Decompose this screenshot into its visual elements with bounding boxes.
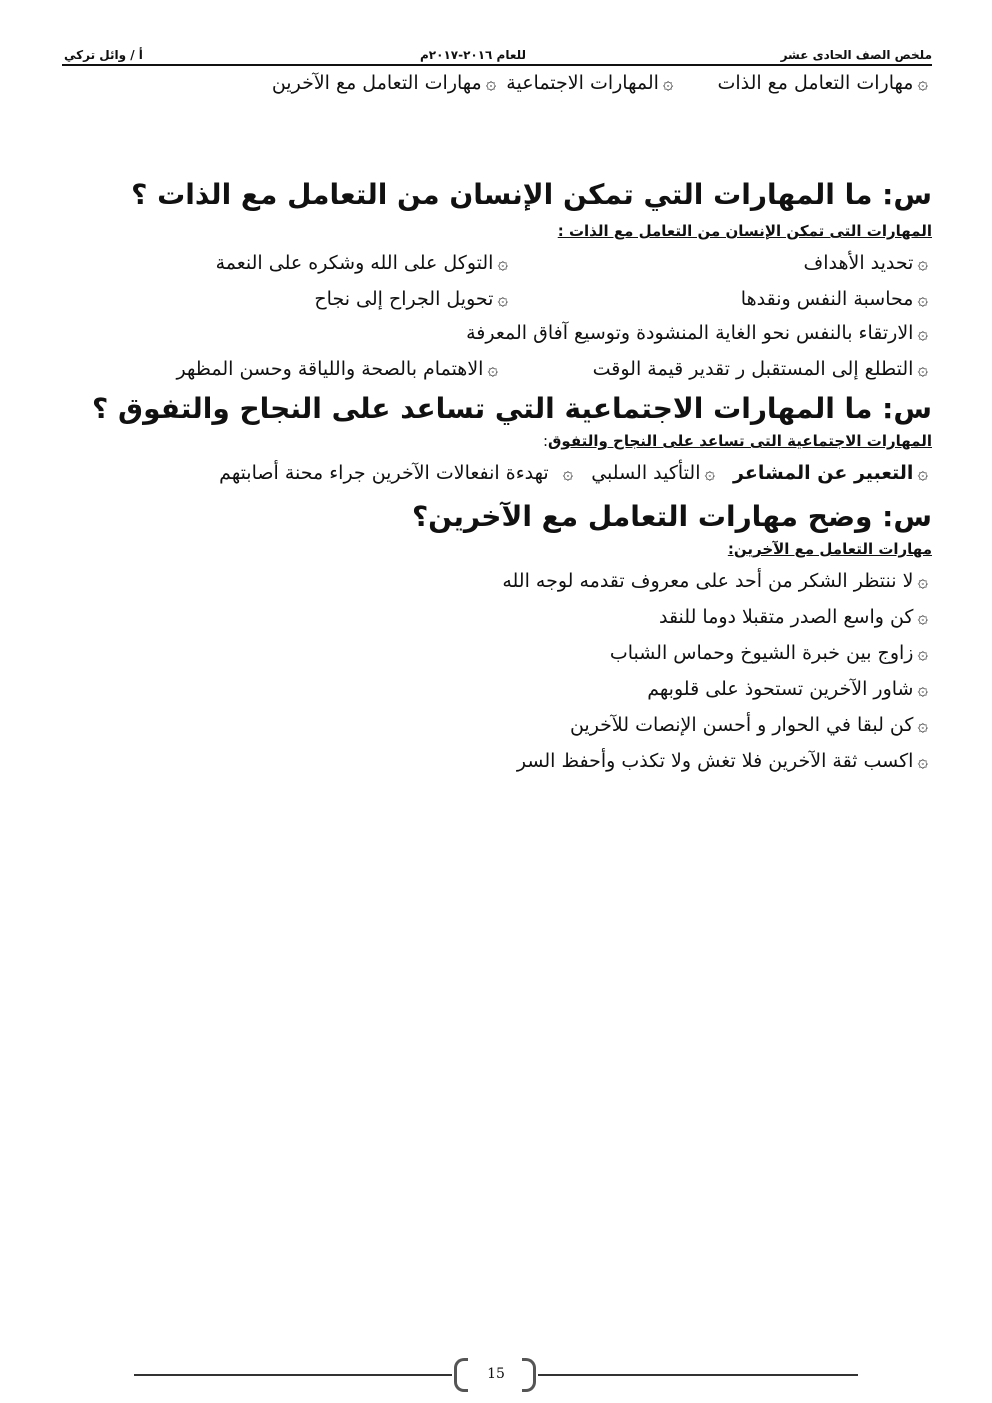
ornament-flower-icon: ۞: [497, 252, 508, 274]
ornament-flower-icon: ۞: [917, 570, 928, 592]
ornament-flower-icon: ۞: [917, 322, 928, 344]
list-item: ۞كن لبقا في الحوار و أحسن الإنصات للآخرين: [569, 714, 928, 736]
list-item: التعبير عن المشاعر: [733, 462, 914, 484]
ornament-flower-icon: ۞: [917, 252, 928, 274]
footer-bracket-left: [454, 1358, 468, 1392]
list-item: ۞التطلع إلى المستقبل ر تقدير قيمة الوقت: [592, 358, 928, 380]
ornament-flower-icon: ۞: [917, 714, 928, 736]
section1-question: س: ما المهارات التي تمكن الإنسان من التعامل مع الذات ؟: [131, 178, 932, 211]
footer-bracket-right: [522, 1358, 536, 1392]
list-item: ۞الارتقاء بالنفس نحو الغاية المنشودة وتوسيع آفاق المعرفة: [466, 322, 928, 344]
ornament-flower-icon: ۞: [917, 358, 928, 380]
list-item: ۞لا ننتظر الشكر من أحد على معروف تقدمه لوجه الله: [502, 570, 928, 592]
page-number: 15: [487, 1366, 505, 1382]
ornament-flower-icon: ۞: [917, 606, 928, 628]
ornament-flower-icon: ۞: [485, 72, 497, 94]
header-author: أ / وائل تركي: [64, 48, 143, 62]
list-item: ۞تحديد الأهداف: [803, 252, 928, 274]
section2-items-line: [219, 462, 932, 484]
footer-rule-left: [134, 1374, 452, 1376]
intro-skills-line: [272, 72, 932, 94]
list-item: ۞التوكل على الله وشكره على النعمة: [215, 252, 508, 274]
list-item: تهدءة انفعالات الآخرين جراء محنة أصابتهم: [219, 462, 549, 484]
list-item: ۞تحويل الجراح إلى نجاح: [314, 288, 508, 310]
header-divider: [62, 64, 932, 66]
ornament-flower-icon: ۞: [917, 642, 928, 664]
footer-rule-right: [538, 1374, 858, 1376]
intro-item-others: مهارات التعامل مع الآخرين: [271, 72, 482, 94]
intro-item-social: المهارات الاجتماعية: [506, 72, 659, 94]
section1-subtitle: المهارات التى تمكن الإنسان من التعامل مع الذات :: [557, 222, 932, 240]
ornament-flower-icon: ۞: [917, 72, 928, 94]
ornament-flower-icon: ۞: [917, 678, 928, 700]
header-school-year: للعام ٢٠١٦-٢٠١٧م: [420, 48, 527, 62]
section3-question: س: وضح مهارات التعامل مع الآخرين؟: [411, 500, 932, 533]
header-course-title: ملخص الصف الحادى عشر: [780, 48, 932, 62]
list-item: ۞زاوج بين خبرة الشيوخ وحماس الشباب: [609, 642, 928, 664]
list-item: ۞كن واسع الصدر متقبلا دوما للنقد: [658, 606, 928, 628]
list-item: ۞محاسبة النفس ونقدها: [740, 288, 928, 310]
ornament-flower-icon: ۞: [562, 462, 574, 484]
ornament-flower-icon: ۞: [704, 462, 716, 484]
list-item: ۞الاهتمام بالصحة واللياقة وحسن المظهر: [176, 358, 498, 380]
ornament-flower-icon: ۞: [917, 288, 928, 310]
list-item: التأكيد السلبي: [591, 462, 701, 484]
ornament-flower-icon: ۞: [917, 462, 928, 484]
ornament-flower-icon: ۞: [497, 288, 508, 310]
section3-subtitle: مهارات التعامل مع الآخرين:: [727, 540, 932, 558]
ornament-flower-icon: ۞: [487, 358, 498, 380]
ornament-flower-icon: ۞: [917, 750, 928, 772]
section2-subtitle: المهارات الاجتماعية التى تساعد على النجاح والتفوق:: [542, 432, 932, 450]
list-item: ۞شاور الآخرين تستحوذ على قلوبهم: [647, 678, 928, 700]
section2-question: س: ما المهارات الاجتماعية التي تساعد على النجاح والتفوق ؟: [92, 392, 932, 425]
intro-item-self: مهارات التعامل مع الذات: [717, 72, 914, 94]
ornament-flower-icon: ۞: [662, 72, 674, 94]
list-item: ۞اكسب ثقة الآخرين فلا تغش ولا تكذب وأحفظ السر: [516, 750, 928, 772]
